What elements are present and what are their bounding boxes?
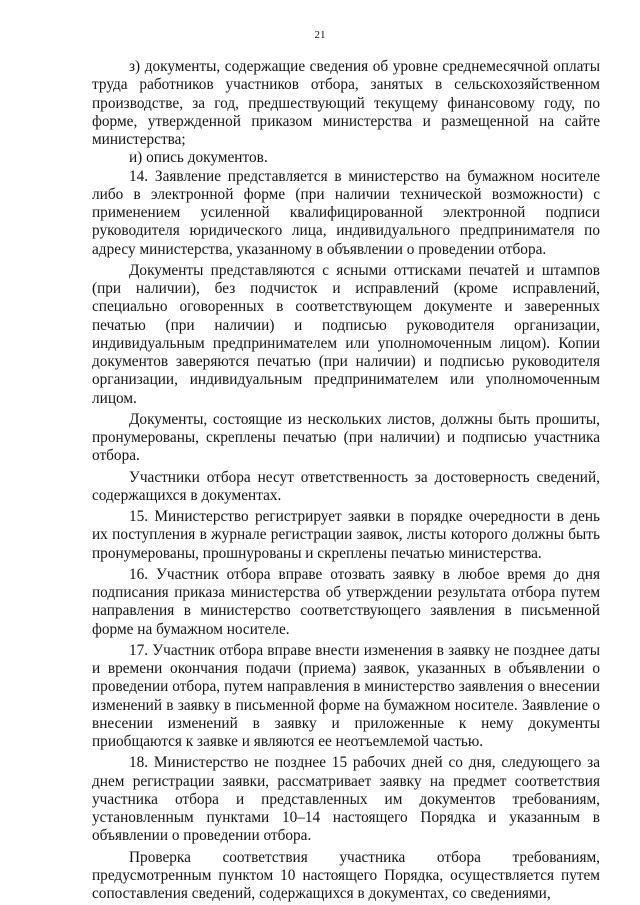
paragraph-z-documents-salary: з) документы, содержащие сведения об уровне среднемесячной оплаты труда работников участников отбора, занятых в сельскохозяйственном производстве, за год, предшествующий текущему финансовому году, по форме, утвержденной приказом министерства и размещенной на сайте министерства;	[92, 58, 600, 148]
body-text	[92, 58, 600, 903]
paragraph-17-amendments: 17. Участник отбора вправе внести изменения в заявку не позднее даты и времени окончания подачи (приема) заявок, указанных в объявлении о проведении отбора, путем направления в министерство заявления о внесении изменений в заявку в письменной форме на бумажном носителе. Заявление о внесении изменений в заявку и приложенные к нему документы приобщаются к заявке и являются ее неотъемлемой частью.	[92, 641, 600, 750]
page-number: 21	[314, 29, 326, 41]
paragraph-15-registration: 15. Министерство регистрирует заявки в порядке очередности в день их поступления в журнале регистрации заявок, листы которого должны быть пронумерованы, прошнурованы и скреплены печатью министерства.	[92, 508, 600, 562]
paragraph-i-inventory: и) опись документов.	[129, 149, 268, 167]
paragraph-14-application-submission: 14. Заявление представляется в министерство на бумажном носителе либо в электронной форме (при наличии технической возможности) с применением усиленной квалифицированной электронной подписи руководителя юридического лица, индивидуального предпринимателя по адресу министерства, указанному в объявлении о проведении отбора.	[92, 167, 600, 258]
paragraph-multi-sheet-documents: Документы, состоящие из нескольких листов, должны быть прошиты, пронумерованы, скреплены печатью (при наличии) и подписью участника отбора.	[92, 410, 600, 465]
paragraph-participant-responsibility: Участники отбора несут ответственность за достоверность сведений, содержащихся в документах.	[92, 468, 600, 504]
paragraph-compliance-check: Проверка соответствия участника отбора требованиям, предусмотренным пунктом 10 настоящего Порядка, осуществляется путем сопоставления сведений, содержащихся в документах, со сведениями,	[92, 848, 600, 902]
paragraph-16-withdrawal: 16. Участник отбора вправе отозвать заявку в любое время до дня подписания приказа министерства об утверждении результата отбора путем направления в министерство соответствующего заявления в письменной форме на бумажном носителе.	[92, 565, 600, 638]
paragraph-18-review: 18. Министерство не позднее 15 рабочих дней со дня, следующего за днем регистрации заявки, рассматривает заявку на предмет соответствия участника отбора и представленных им документов требованиям, установленным пунктами 10–14 настоящего Порядка и указанным в объявлении о проведении отбора.	[92, 754, 600, 845]
paragraph-documents-seals: Документы представляются с ясными оттисками печатей и штампов (при наличии), без подчисток и исправлений (кроме исправлений, специально оговоренных в соответствующем документе и заверенных печатью (при наличии) и подписью руководителя организации, индивидуальным предпринимателем или уполномоченным лицом). Копии документов заверяются печатью (при наличии) и подписью руководителя организации, индивидуальным предпринимателем или уполномоченным лицом.	[92, 261, 600, 407]
